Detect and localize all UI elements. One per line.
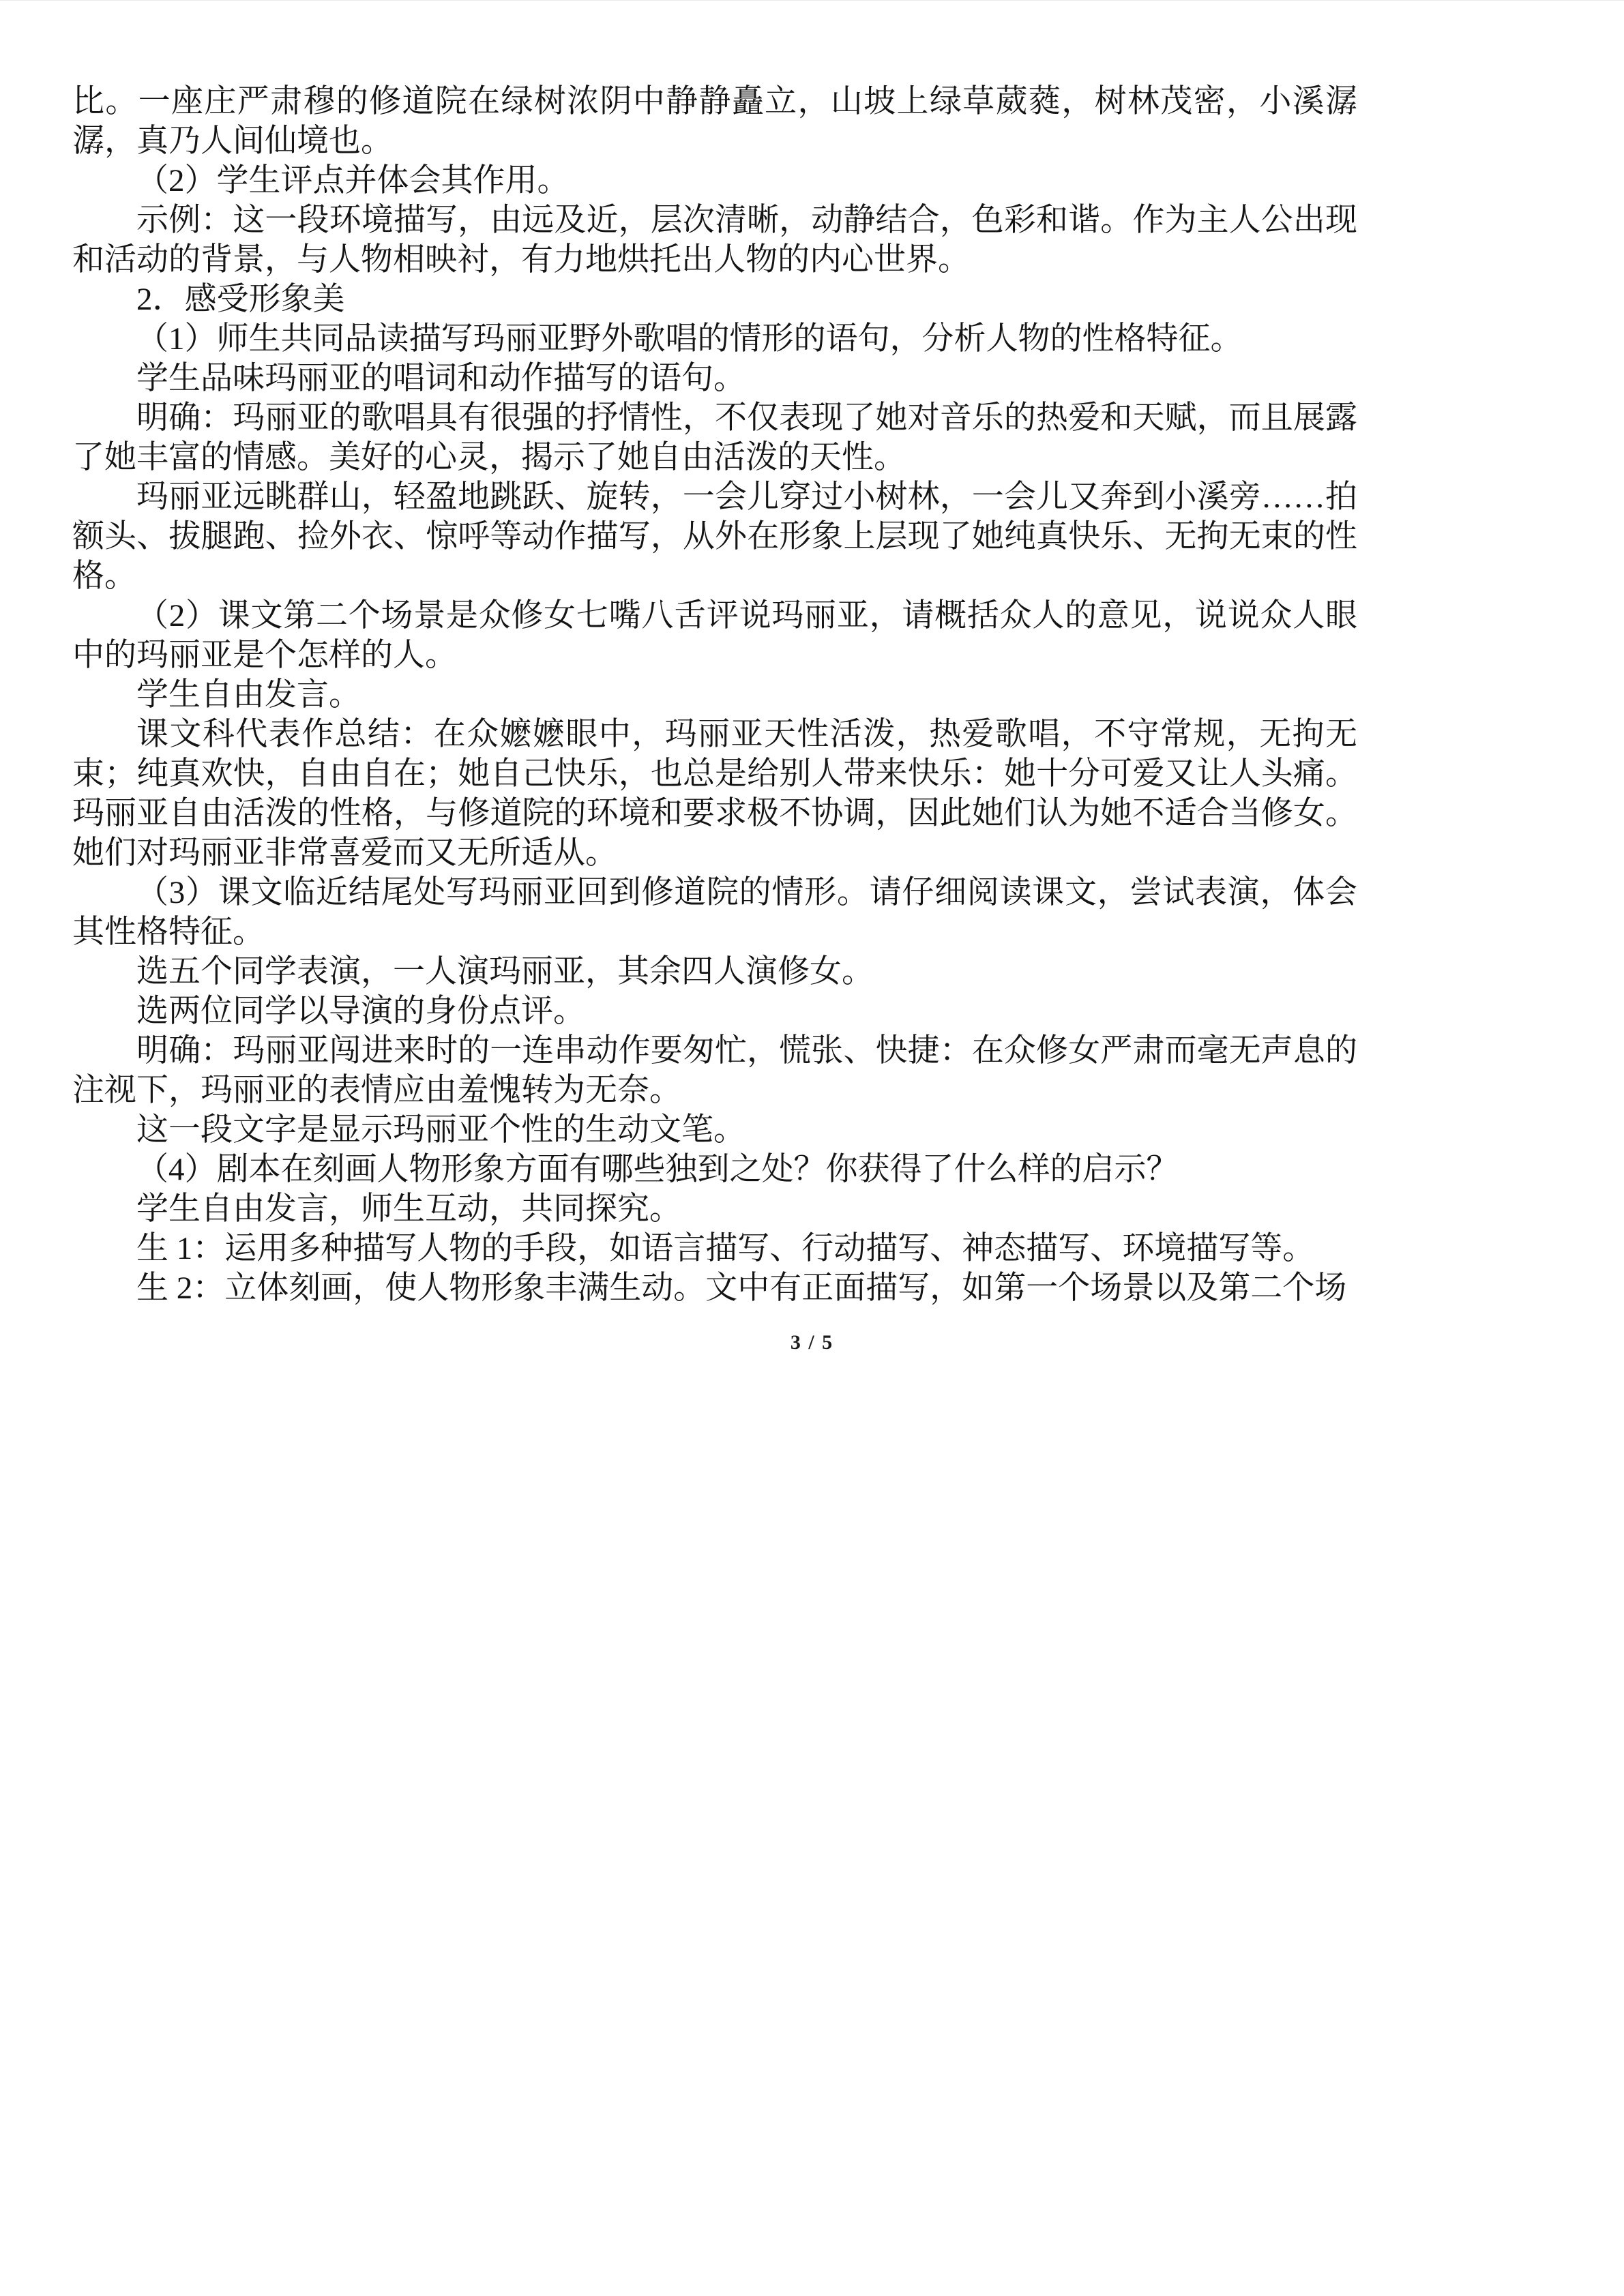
paragraph: 课文科代表作总结：在众嬷嬷眼中，玛丽亚天性活泼，热爱歌唱，不守常规，无拘无束；纯真欢快，自由自在；她自己快乐，也总是给别人带来快乐：她十分可爱又让人头痛。玛丽亚自由活泼的性格，与修道院的环境和要求极不协调，因此她们认为她不适合当修女。她们对玛丽亚非常喜爱而又无所适从。 <box>72 717 1357 871</box>
paragraph: 选五个同学表演，一人演玛丽亚，其余四人演修女。 <box>136 954 874 989</box>
paragraph: 比。一座庄严肃穆的修道院在绿树浓阴中静静矗立，山坡上绿草葳蕤，树林茂密，小溪潺潺，真乃人间仙境也。 <box>72 84 1357 159</box>
paragraph: 学生自由发言，师生互动，共同探究。 <box>136 1191 681 1227</box>
paragraph: （3）课文临近结尾处写玛丽亚回到修道院的情形。请仔细阅读课文，尝试表演，体会其性格特征。 <box>72 875 1357 950</box>
paragraph: （1）师生共同品读描写玛丽亚野外歌唱的情形的语句，分析人物的性格特征。 <box>136 321 1243 357</box>
paragraph: 生 1：运用多种描写人物的手段，如语言描写、行动描写、神态描写、环境描写等。 <box>136 1231 1315 1266</box>
document-body <box>72 82 1357 1308</box>
paragraph: （4）剧本在刻画人物形象方面有哪些独到之处？你获得了什么样的启示？ <box>136 1152 1179 1187</box>
paragraph: 明确：玛丽亚闯进来时的一连串动作要匆忙，慌张、快捷：在众修女严肃而毫无声息的注视下，玛丽亚的表情应由羞愧转为无奈。 <box>72 1033 1357 1108</box>
paragraph: 示例：这一段环境描写，由远及近，层次清晰，动静结合，色彩和谐。作为主人公出现和活动的背景，与人物相映衬，有力地烘托出人物的内心世界。 <box>72 203 1357 278</box>
paragraph: （2）课文第二个场景是众修女七嘴八舌评说玛丽亚，请概括众人的意见，说说众人眼中的玛丽亚是个怎样的人。 <box>72 598 1357 673</box>
page-footer <box>0 1331 1624 1354</box>
paragraph: 选两位同学以导演的身份点评。 <box>136 994 585 1029</box>
paragraph: （2）学生评点并体会其作用。 <box>136 163 570 198</box>
page-top-divider <box>0 0 1624 1</box>
page-number: 3 / 5 <box>790 1331 834 1354</box>
paragraph: 生 2：立体刻画，使人物形象丰满生动。文中有正面描写，如第一个场景以及第二个场 <box>136 1270 1347 1306</box>
paragraph: 学生品味玛丽亚的唱词和动作描写的语句。 <box>136 361 745 396</box>
paragraph: 学生自由发言。 <box>136 677 361 713</box>
paragraph: 这一段文字是显示玛丽亚个性的生动文笔。 <box>136 1112 745 1148</box>
paragraph: 2．感受形象美 <box>136 282 345 317</box>
paragraph: 明确：玛丽亚的歌唱具有很强的抒情性，不仅表现了她对音乐的热爱和天赋，而且展露了她丰富的情感。美好的心灵，揭示了她自由活泼的天性。 <box>72 400 1357 475</box>
paragraph: 玛丽亚远眺群山，轻盈地跳跃、旋转，一会儿穿过小树林，一会儿又奔到小溪旁……拍额头、拔腿跑、捡外衣、惊呼等动作描写，从外在形象上层现了她纯真快乐、无拘无束的性格。 <box>72 479 1357 594</box>
